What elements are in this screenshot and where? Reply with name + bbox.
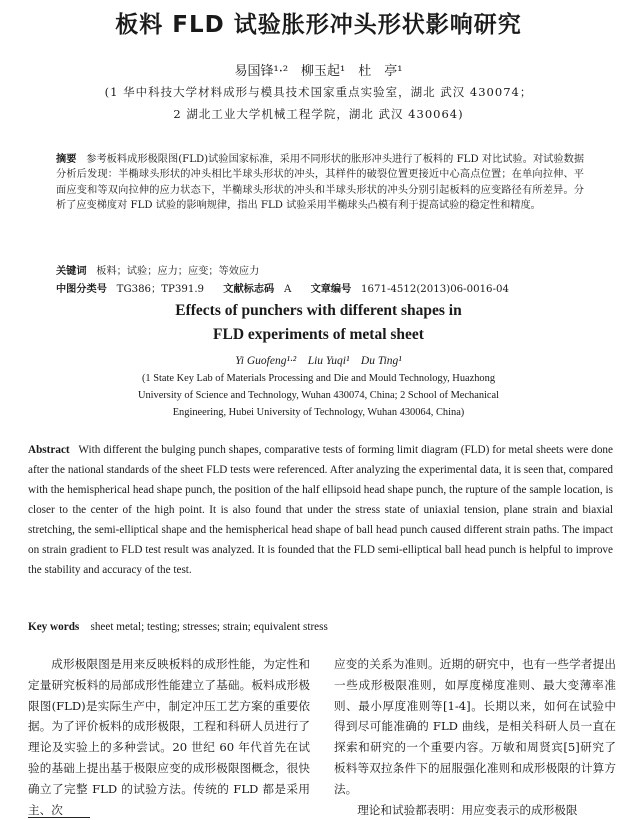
clc-value: TG386；TP391.9 [116,284,205,295]
abstract-label-cn: 摘要 [56,154,77,165]
body-left-column: 成形极限图是用来反映板料的成形性能，为定性和定量研究板料的局部成形性能建立了基础。板料成形极限图(FLD)是实际生产中，制定冲压工艺方案的重要依据。为了评价板料的成形极限，工程和科研人员进行了理论及实验上的多种尝试。20 世纪 60 年代首先在试验的基础上提出基于极限应变的成形极限图概念，很快确立了完整 FLD 的试验方法。传统的 FLD 都是采用主、次 [28,657,310,817]
article-no-value: 1671-4512(2013)06-0016-04 [361,284,509,295]
affiliation-en-2: University of Science and Technology, Wuhan 430074, China; 2 School of Mechanical [137,390,500,401]
keywords-en-block [28,621,613,633]
doc-code-value: A [283,284,292,295]
abstract-cn [56,152,584,214]
abstract-text-en: With different the bulging punch shapes, comparative tests of forming limit diagram (FLD) for metal sheets were done after the national standards of the sheet FLD tests were referenced. After analyzing the experimental data, it is seen that, compared with the hemispherical head shape punch, the position of the half ellipsoid head shape punch, the rupture of the sample location, is closer to the center of the high point. It is also found that under the stress state of uniaxial tension, plane strain and biaxial stretching, the semi-elliptical shape and the hemispherical head shape of ball head punch caused different strain paths. The impact on strain gradient to FLD test result was analyzed. It is founded that the FLD semi-elliptical ball head punch is helpful to improve the stability and accuracy of the test. [28,444,613,576]
keywords-label-en: Key words [28,621,80,633]
body-right-paragraph-1: 应变的关系为准则。近期的研究中，也有一些学者提出一些成形极限准则，如厚度梯度准则、最大变薄率准则、最小厚度准则等[1-4]。长期以来，如何在试验中得到尽可能准确的 FLD 曲线，是相关科研人员一直在探索和研究的一个重要内容。万敏和周贤宾[5]研究了板料等双拉条件下的屈服强化准则和成形极限的计算方法。 [334,657,616,796]
paper-title-en-line1: Effects of punchers with different shapes in [175,302,462,319]
authors-cn: 易国锋¹·² 柳玉起¹ 杜 亭¹ [234,64,403,79]
abstract-label-en: Abstract [28,444,70,456]
body-right-paragraph-2: 理论和试验都表明：用应变表示的成形极限 [357,802,578,817]
body-right-column [334,654,616,820]
footnote-divider [28,817,90,818]
authors-en: Yi Guofeng¹·² Liu Yuqi¹ Du Ting¹ [235,355,402,367]
affiliation-en-1: (1 State Key Lab of Materials Processing and Die and Mould Technology, Huazhong [141,373,496,384]
affiliation-en-3: Engineering, Hubei University of Technology, Wuhan 430064, China) [172,407,465,418]
metadata-cn [56,262,596,295]
clc-label: 中图分类号 [56,284,107,295]
keywords-label-cn: 关键词 [56,266,87,277]
abstract-text-cn: 参考板料成形极限图(FLD)试验国家标准，采用不同形状的胀形冲头进行了板料的 FLD 对比试验。对试验数据分析后发现：半椭球头形状的冲头相比半球头形状的冲头，其样件的破裂位置更接近中心高点位置；在单向拉伸、平面应变和等双向拉伸的应力状态下，半椭球头形状的冲头和半球头形状的冲头分别引起板料的应变路径有所差异。分析了应变梯度对 FLD 试验的影响规律，指出 FLD 试验采用半椭球头凸模有利于提高试验的稳定性和精度。 [56,154,585,212]
abstract-en [28,440,613,580]
affiliation-cn-1: (1 华中科技大学材料成形与模具技术国家重点实验室，湖北 武汉 430074； [104,85,533,99]
keywords-cn: 板料；试验；应力；应变；等效应力 [96,266,260,277]
paper-title-cn: 板料 FLD 试验胀形冲头形状影响研究 [115,12,522,38]
keywords-en: sheet metal; testing; stresses; strain; equivalent stress [90,621,328,633]
article-no-label: 文章编号 [310,284,352,295]
paper-title-en-line2: FLD experiments of metal sheet [213,326,424,343]
affiliation-cn-2: 2 湖北工业大学机械工程学院，湖北 武汉 430064) [173,107,464,121]
doc-code-label: 文献标志码 [223,284,275,295]
